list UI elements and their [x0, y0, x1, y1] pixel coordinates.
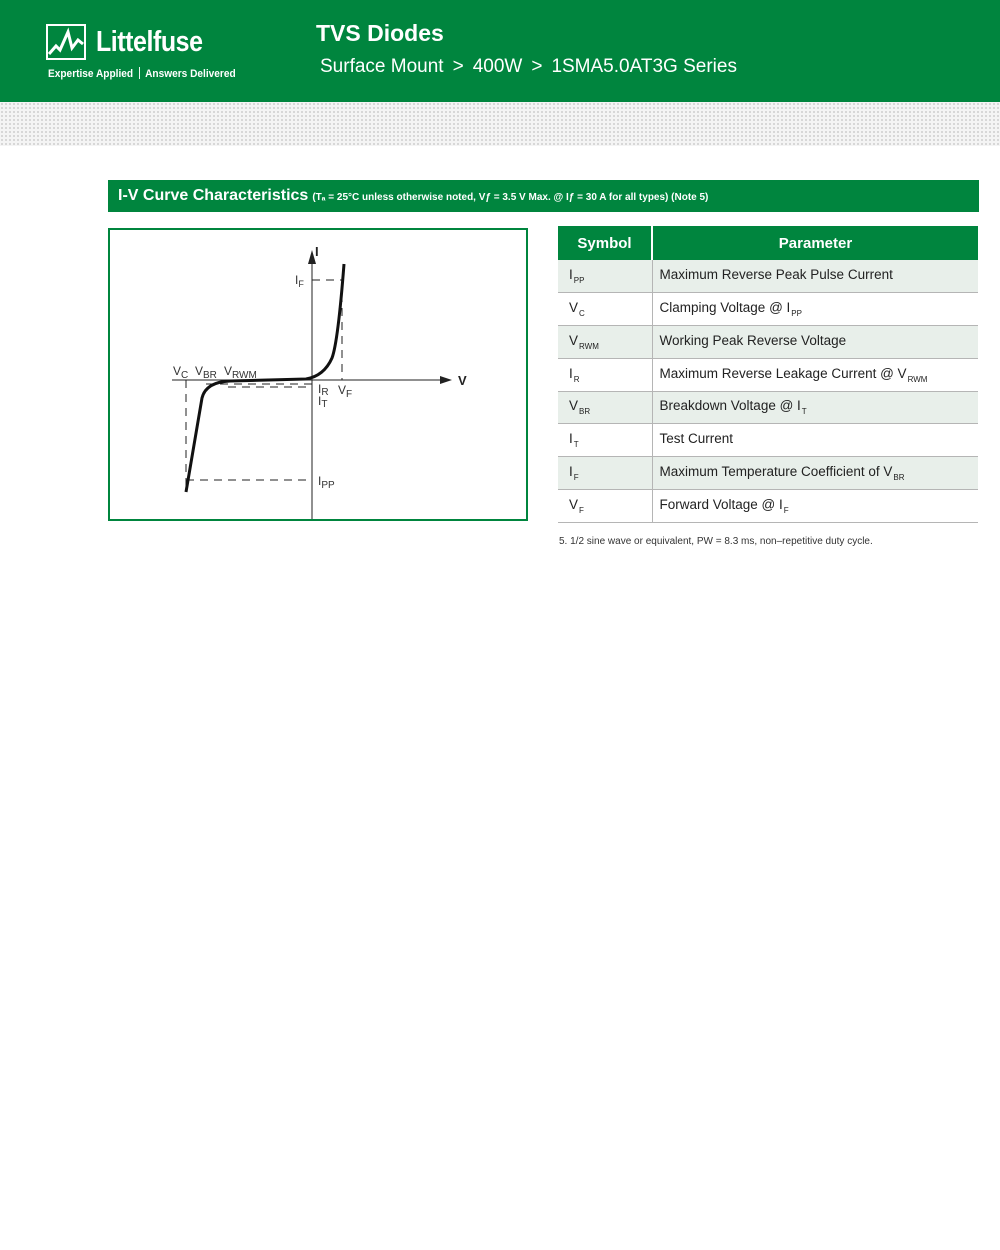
breadcrumb-separator: >: [452, 56, 464, 77]
symbol-cell: $V_C$: [558, 293, 652, 326]
parameter-cell: Clamping Voltage @ $I_{PP}$: [652, 293, 978, 326]
parameter-table: [558, 226, 978, 523]
parameter-cell: Forward Voltage @ $I_F$: [652, 489, 978, 522]
dotted-band: [0, 102, 1000, 146]
section-conditions: (Tₐ = 25°C unless otherwise noted, Vƒ = 3.5 V Max. @ Iƒ = 30 A for all types) (Note 5): [312, 192, 709, 203]
breadcrumb-item-400w[interactable]: 400W: [472, 56, 523, 77]
parameter-cell: Breakdown Voltage @ $I_T$: [652, 391, 978, 424]
parameter-cell: Working Peak Reverse Voltage: [652, 326, 978, 359]
table-row: [558, 391, 978, 424]
logo-tagline: [48, 67, 236, 80]
symbol-cell: $I_{PP}$: [558, 260, 652, 293]
label-if: $I_F$: [295, 273, 304, 289]
symbol-cell: $I_R$: [558, 358, 652, 391]
footnote: 5. 1/2 sine wave or equivalent, PW = 8.3 ms, non–repetitive duty cycle.: [559, 536, 873, 547]
symbol-cell: $V_{RWM}$: [558, 326, 652, 359]
breadcrumb: [320, 56, 737, 78]
page-title: TVS Diodes: [316, 20, 444, 46]
label-ir: IR: [318, 382, 329, 398]
littelfuse-logo-icon: [46, 24, 86, 60]
label-it: IT: [318, 394, 328, 410]
table-row: [558, 457, 978, 490]
symbol-cell: $I_F$: [558, 457, 652, 490]
label-vrwm: $V_{RWM}$: [224, 364, 257, 381]
column-header-parameter: Parameter: [652, 226, 978, 260]
page-header: [0, 0, 1000, 102]
breadcrumb-item-series[interactable]: 1SMA5.0AT3G Series: [551, 56, 737, 77]
table-row: [558, 424, 978, 457]
breadcrumb-item-surface-mount[interactable]: Surface Mount: [320, 56, 444, 77]
section-header: [108, 180, 979, 212]
symbol-cell: $V_{BR}$: [558, 391, 652, 424]
v-axis-arrow-icon: [440, 376, 452, 384]
v-axis-label: V: [458, 373, 467, 388]
iv-curve-diagram: [108, 228, 528, 521]
section-title: I-V Curve Characteristics: [118, 187, 309, 204]
i-axis-label: I: [315, 244, 319, 259]
table-row: [558, 489, 978, 522]
label-vbr: $V_{BR}$: [195, 364, 217, 381]
symbol-cell: $I_T$: [558, 424, 652, 457]
table-row: [558, 358, 978, 391]
logo-wordmark: Littelfuse: [96, 26, 203, 58]
table-row: [558, 260, 978, 293]
table-body: [558, 260, 978, 522]
label-ipp: $I_{PP}$: [318, 474, 335, 491]
iv-curve-svg: [110, 230, 526, 519]
parameter-cell: Maximum Temperature Coefficient of $V_{BR}$: [652, 457, 978, 490]
table-header-row: [558, 226, 978, 260]
parameter-cell: Maximum Reverse Leakage Current @ $V_{RWM}$: [652, 358, 978, 391]
breadcrumb-separator: >: [531, 56, 543, 77]
tagline-left: Expertise Applied: [48, 68, 134, 80]
symbol-cell: $V_F$: [558, 489, 652, 522]
table-row: [558, 326, 978, 359]
label-vf: $V_F$: [338, 383, 353, 400]
tagline-right: Answers Delivered: [145, 68, 236, 80]
littelfuse-logo[interactable]: [46, 24, 246, 84]
label-vc: $V_C$: [173, 364, 189, 381]
column-header-symbol: Symbol: [558, 226, 652, 260]
table-row: [558, 293, 978, 326]
parameter-cell: Maximum Reverse Peak Pulse Current: [652, 260, 978, 293]
parameter-cell: Test Current: [652, 424, 978, 457]
tagline-divider: [139, 67, 140, 79]
